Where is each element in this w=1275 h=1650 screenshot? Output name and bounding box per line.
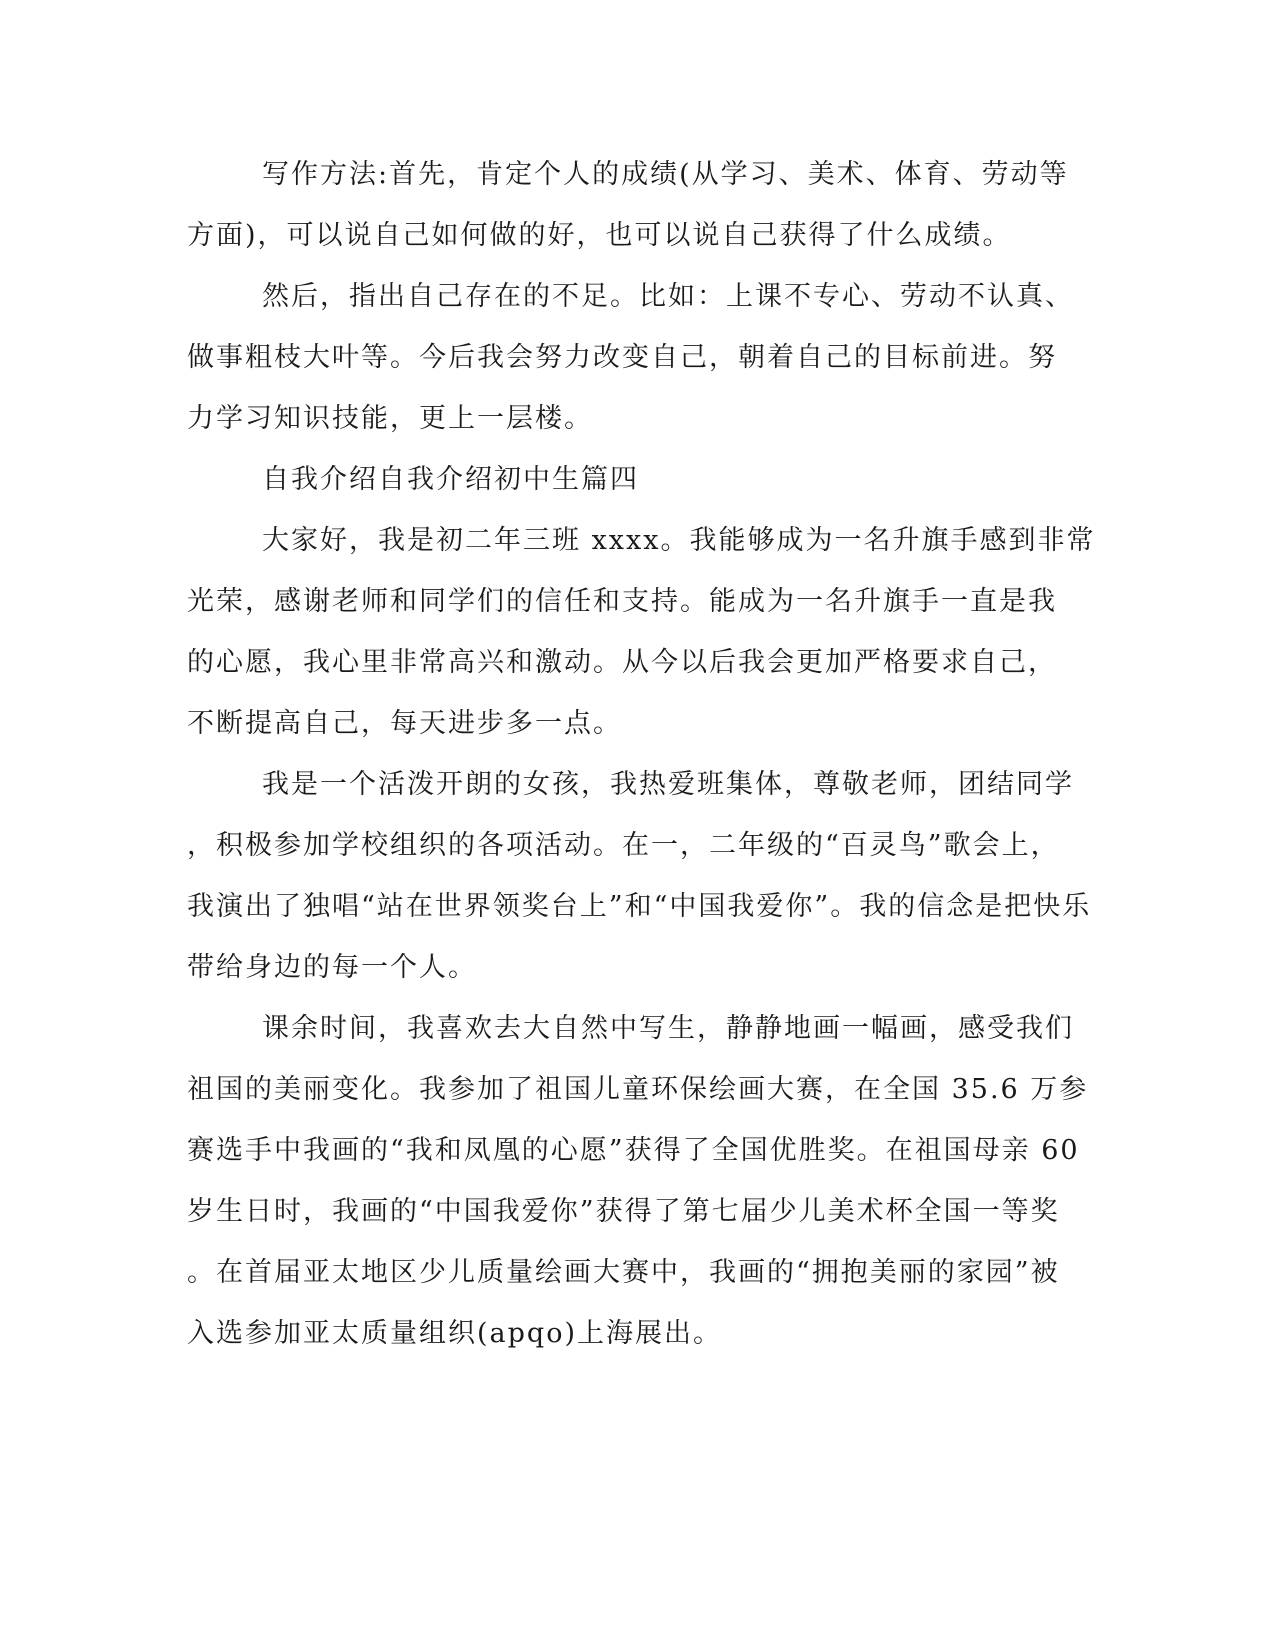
paragraph-line: 入选参加亚太质量组织(apqo)上海展出。 [187, 1318, 722, 1349]
paragraph-line: 。在首届亚太地区少儿质量绘画大赛中，我画的“拥抱美丽的家园”被 [187, 1257, 1060, 1288]
paragraph-line: 大家好，我是初二年三班 xxxx。我能够成为一名升旗手感到非常 [262, 525, 1096, 556]
paragraph-line: ，积极参加学校组织的各项活动。在一，二年级的“百灵鸟”歌会上， [187, 830, 1060, 861]
section-heading: 自我介绍自我介绍初中生篇四 [262, 464, 639, 495]
paragraph-line: 祖国的美丽变化。我参加了祖国儿童环保绘画大赛，在全国 35.6 万参 [187, 1074, 1089, 1105]
paragraph-line: 带给身边的每一个人。 [187, 952, 477, 983]
paragraph-line: 赛选手中我画的“我和凤凰的心愿”获得了全国优胜奖。在祖国母亲 60 [187, 1135, 1080, 1166]
paragraph-line: 岁生日时，我画的“中国我爱你”获得了第七届少儿美术杯全国一等奖 [187, 1196, 1060, 1227]
paragraph-line: 课余时间，我喜欢去大自然中写生，静静地画一幅画，感受我们 [262, 1013, 1074, 1044]
paragraph-line: 写作方法:首先，肯定个人的成绩(从学习、美术、体育、劳动等 [262, 159, 1069, 190]
paragraph-line: 的心愿，我心里非常高兴和激动。从今以后我会更加严格要求自己， [187, 647, 1057, 678]
document-body [187, 159, 1096, 1380]
paragraph-line: 力学习知识技能，更上一层楼。 [187, 403, 593, 434]
paragraph-line: 我是一个活泼开朗的女孩，我热爱班集体，尊敬老师，团结同学 [262, 769, 1074, 800]
paragraph-line: 方面)，可以说自己如何做的好，也可以说自己获得了什么成绩。 [187, 220, 1012, 251]
paragraph-line: 做事粗枝大叶等。今后我会努力改变自己，朝着自己的目标前进。努 [187, 342, 1057, 373]
paragraph-line: 光荣，感谢老师和同学们的信任和支持。能成为一名升旗手一直是我 [187, 586, 1057, 617]
paragraph-line: 我演出了独唱“站在世界领奖台上”和“中国我爱你”。我的信念是把快乐 [187, 891, 1092, 922]
paragraph-line: 不断提高自己，每天进步多一点。 [187, 708, 622, 739]
paragraph-line: 然后，指出自己存在的不足。比如：上课不专心、劳动不认真、 [262, 281, 1074, 312]
